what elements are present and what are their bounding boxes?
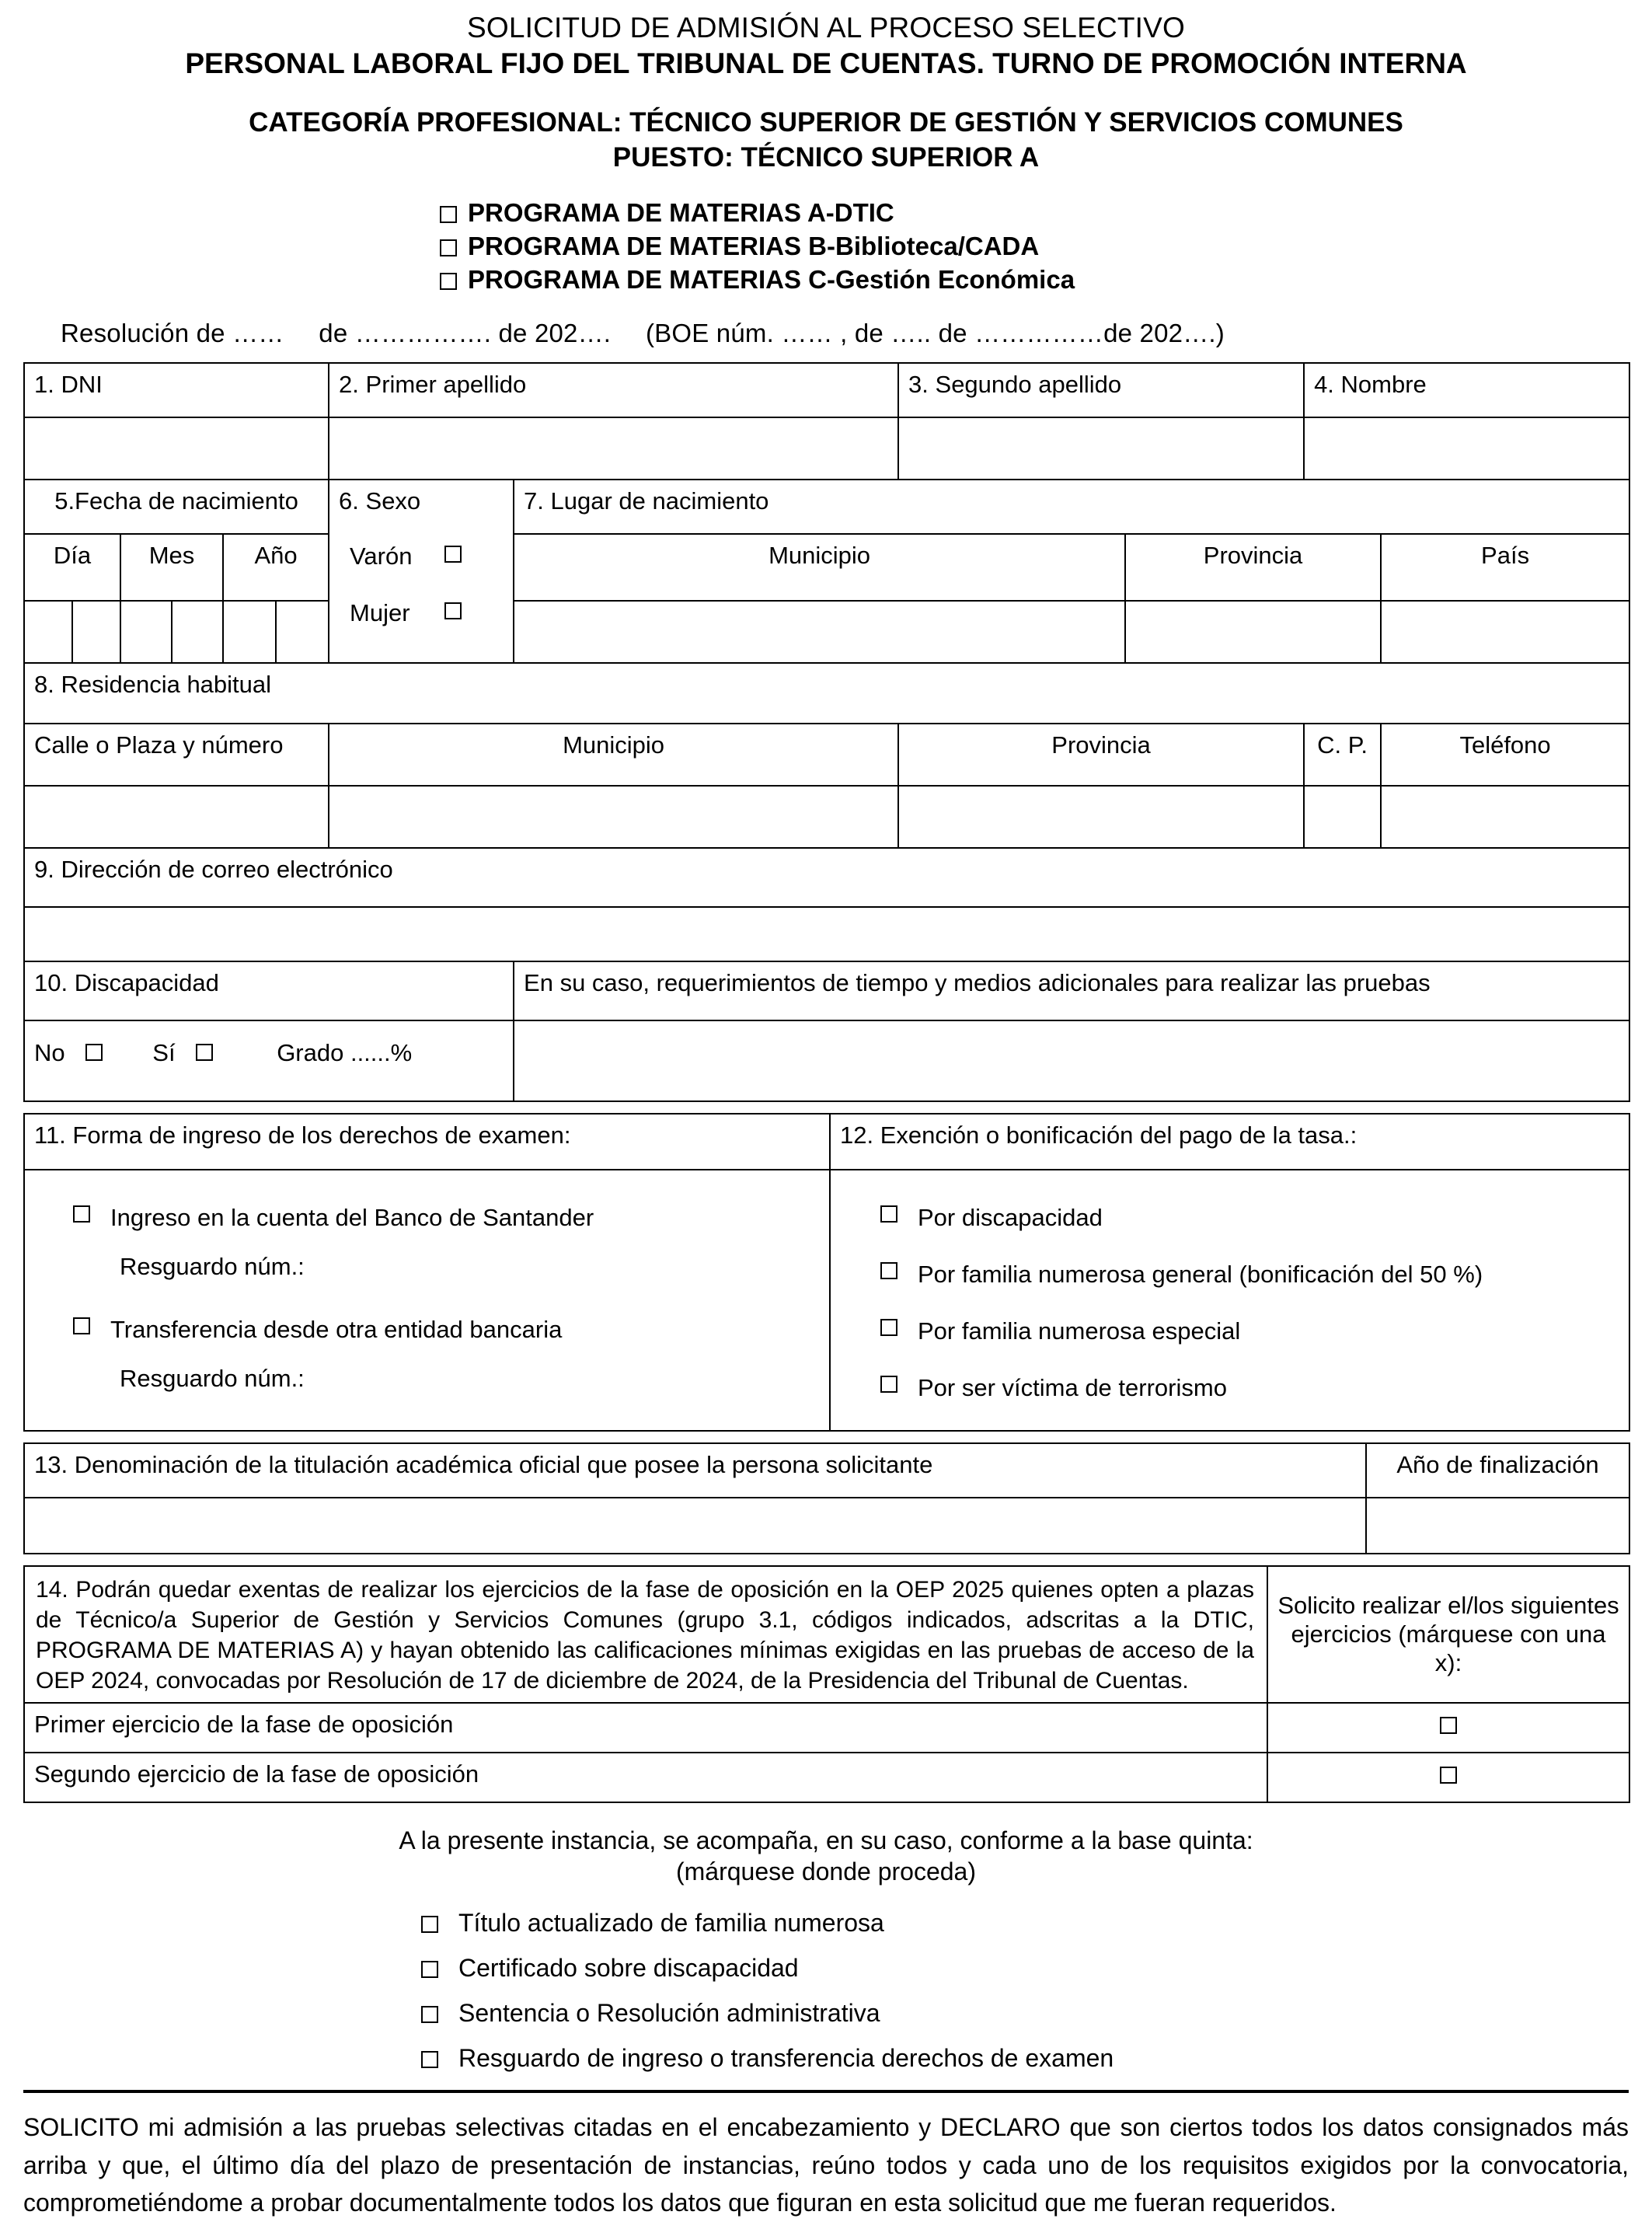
table-row xyxy=(24,480,1629,534)
sexo-options xyxy=(329,534,514,663)
label-correo-electronico: 9. Dirección de correo electrónico xyxy=(24,848,1629,907)
sexo-option-varon[interactable] xyxy=(350,542,513,570)
input-dni[interactable] xyxy=(24,417,329,480)
label-cp: C. P. xyxy=(1304,724,1381,786)
checkbox-primer-ejercicio[interactable] xyxy=(1267,1703,1629,1753)
input-mes-1[interactable] xyxy=(120,601,172,663)
label-primer-apellido: 2. Primer apellido xyxy=(329,363,898,417)
checkbox-icon[interactable] xyxy=(73,1205,90,1223)
label-segundo-ejercicio: Segundo ejercicio de la fase de oposición xyxy=(24,1753,1267,1802)
label-discapacidad: 10. Discapacidad xyxy=(24,961,514,1020)
payment-option-santander-label: Ingreso en la cuenta del Banco de Santander xyxy=(110,1203,594,1231)
label-sexo: 6. Sexo xyxy=(329,480,514,534)
input-nombre[interactable] xyxy=(1304,417,1629,480)
payment-option-transferencia[interactable] xyxy=(73,1315,820,1344)
label-nombre: 4. Nombre xyxy=(1304,363,1629,417)
checkbox-icon[interactable] xyxy=(196,1044,213,1061)
input-primer-apellido[interactable] xyxy=(329,417,898,480)
label-grado: Grado ......% xyxy=(277,1038,413,1066)
checkbox-icon[interactable] xyxy=(880,1376,897,1393)
program-option-c-label: PROGRAMA DE MATERIAS C-Gestión Económica xyxy=(468,264,1075,294)
label-segundo-apellido: 3. Segundo apellido xyxy=(898,363,1304,417)
attachments-intro-line-2: (márquese donde proceda) xyxy=(675,1857,976,1885)
input-dia-1[interactable] xyxy=(24,601,72,663)
checkbox-icon[interactable] xyxy=(880,1262,897,1279)
label-fecha-nacimiento: 5.Fecha de nacimiento xyxy=(24,480,329,534)
sexo-varon-label: Varón xyxy=(350,542,413,570)
label-requerimientos: En su caso, requerimientos de tiempo y medios adicionales para realizar las pruebas xyxy=(514,961,1629,1020)
label-forma-ingreso: 11. Forma de ingreso de los derechos de examen: xyxy=(24,1114,830,1170)
exemption-option-terrorismo[interactable] xyxy=(880,1373,1619,1402)
checkbox-icon[interactable] xyxy=(85,1044,103,1061)
checkbox-icon[interactable] xyxy=(440,206,457,223)
label-pais-nacimiento: País xyxy=(1381,534,1629,601)
discapacidad-si-label: Sí xyxy=(152,1038,176,1066)
table-row xyxy=(24,1443,1629,1498)
checkbox-icon[interactable] xyxy=(444,602,462,619)
table-row xyxy=(24,663,1629,724)
program-option-b[interactable] xyxy=(440,230,1629,263)
exemption-option-familia-general[interactable] xyxy=(880,1260,1619,1289)
checkbox-icon[interactable] xyxy=(421,2006,438,2023)
label-exencion: 12. Exención o bonificación del pago de la tasa.: xyxy=(830,1114,1629,1170)
table-row xyxy=(24,1703,1629,1753)
attachment-item-familia-numerosa[interactable] xyxy=(421,1909,1629,1938)
academic-table xyxy=(23,1442,1630,1554)
program-option-a[interactable] xyxy=(440,197,1629,230)
checkbox-icon[interactable] xyxy=(440,239,457,256)
table-row xyxy=(24,724,1629,786)
attachment-item-discapacidad-label: Certificado sobre discapacidad xyxy=(458,1954,799,1983)
label-calle: Calle o Plaza y número xyxy=(24,724,329,786)
label-provincia-nacimiento: Provincia xyxy=(1125,534,1381,601)
label-municipio-nacimiento: Municipio xyxy=(514,534,1125,601)
input-requerimientos[interactable] xyxy=(514,1020,1629,1101)
input-ano-1[interactable] xyxy=(223,601,276,663)
table-row xyxy=(24,1170,1629,1431)
input-pais-nacimiento[interactable] xyxy=(1381,601,1629,663)
input-provincia-nacimiento[interactable] xyxy=(1125,601,1381,663)
label-mes: Mes xyxy=(120,534,223,601)
exemption-exercises-table xyxy=(23,1565,1630,1803)
exemption-option-familia-especial[interactable] xyxy=(880,1317,1619,1345)
page-subtitle: PERSONAL LABORAL FIJO DEL TRIBUNAL DE CUENTAS. TURNO DE PROMOCIÓN INTERNA xyxy=(185,47,1467,79)
exemption-option-discapacidad[interactable] xyxy=(880,1203,1619,1232)
input-titulacion[interactable] xyxy=(24,1498,1366,1554)
attachments-intro-line-1: A la presente instancia, se acompaña, en su caso, conforme a la base quinta: xyxy=(399,1826,1253,1854)
checkbox-icon[interactable] xyxy=(440,273,457,290)
label-titulacion: 13. Denominación de la titulación académica oficial que posee la persona solicitante xyxy=(24,1443,1366,1498)
payment-options xyxy=(24,1170,830,1431)
divider xyxy=(23,2090,1629,2093)
checkbox-icon[interactable] xyxy=(880,1205,897,1223)
attachment-item-discapacidad[interactable] xyxy=(421,1954,1629,1983)
input-municipio-nacimiento[interactable] xyxy=(514,601,1125,663)
resolution-part-1: Resolución de …… xyxy=(61,318,284,347)
label-provincia-residencia: Provincia xyxy=(898,724,1304,786)
checkbox-icon[interactable] xyxy=(421,1961,438,1978)
exemption-options xyxy=(830,1170,1629,1431)
declaration-text: SOLICITO mi admisión a las pruebas selectivas citadas en el encabezamiento y DECLARO que son ciertos todos los datos consignados más arriba y que, el último día del plazo de presentación de instancias, reúno todos y cada uno de los requisitos exigidos por la convocatoria, comprometiéndome a probar documentalmente todos los datos que figuran en esta solicitud que me fueran requeridos. xyxy=(23,2113,1629,2217)
label-ano-finalizacion: Año de finalización xyxy=(1366,1443,1629,1498)
sexo-mujer-label: Mujer xyxy=(350,598,410,626)
table-row xyxy=(24,1114,1629,1170)
discapacidad-option-si[interactable] xyxy=(152,1038,213,1067)
checkbox-icon[interactable] xyxy=(421,2051,438,2068)
input-calle[interactable] xyxy=(24,786,329,848)
input-ano-2[interactable] xyxy=(276,601,329,663)
resolution-part-3: (BOE núm. …… , de ….. de ……………de 202….) xyxy=(645,318,1225,347)
checkbox-icon[interactable] xyxy=(421,1916,438,1933)
program-option-a-label: PROGRAMA DE MATERIAS A-DTIC xyxy=(468,197,894,227)
position-line: PUESTO: TÉCNICO SUPERIOR A xyxy=(612,141,1040,173)
exemption-option-discapacidad-label: Por discapacidad xyxy=(918,1203,1103,1231)
personal-data-table xyxy=(23,362,1630,1102)
exemption-paragraph: 14. Podrán quedar exentas de realizar los ejercicios de la fase de oposición en la OEP 2025 quienes opten a plazas de Técnico/a Superior de Gestión y Servicios Comunes (grupo 3.1, códigos indicados, adscritas a la DTIC, PROGRAMA DE MATERIAS A) y hayan obtenido las calificaciones mínimas exigidas en las pruebas de acceso de la OEP 2024, convocadas por Resolución de 17 de diciembre de 2024, de la Presidencia del Tribunal de Cuentas. xyxy=(36,1576,1254,1694)
attachment-item-resguardo[interactable] xyxy=(421,2044,1629,2073)
attachment-item-sentencia[interactable] xyxy=(421,1999,1629,2028)
program-option-b-label: PROGRAMA DE MATERIAS B-Biblioteca/CADA xyxy=(468,231,1040,260)
payment-option-santander[interactable] xyxy=(73,1203,820,1232)
label-ano: Año xyxy=(223,534,329,601)
input-municipio-residencia[interactable] xyxy=(329,786,898,848)
label-residencia-habitual: 8. Residencia habitual xyxy=(24,663,1629,724)
exemption-option-familia-especial-label: Por familia numerosa especial xyxy=(918,1317,1241,1345)
checkbox-icon[interactable] xyxy=(444,546,462,563)
solicito-ejercicios-label: Solicito realizar el/los siguientes ejercicios (márquese con una x): xyxy=(1267,1566,1629,1703)
payment-exemption-table xyxy=(23,1113,1630,1432)
label-primer-ejercicio: Primer ejercicio de la fase de oposición xyxy=(24,1703,1267,1753)
discapacidad-option-no[interactable] xyxy=(34,1038,103,1067)
exemption-option-familia-general-label: Por familia numerosa general (bonificación del 50 %) xyxy=(918,1260,1483,1288)
resguardo-num-1[interactable]: Resguardo núm.: xyxy=(120,1252,305,1280)
page-title: SOLICITUD DE ADMISIÓN AL PROCESO SELECTIVO xyxy=(466,12,1186,44)
category-line: CATEGORÍA PROFESIONAL: TÉCNICO SUPERIOR DE GESTIÓN Y SERVICIOS COMUNES xyxy=(249,107,1403,138)
checkbox-segundo-ejercicio[interactable] xyxy=(1267,1753,1629,1802)
label-dni: 1. DNI xyxy=(24,363,329,417)
label-municipio-residencia: Municipio xyxy=(329,724,898,786)
table-row xyxy=(24,1566,1629,1703)
resguardo-num-2[interactable]: Resguardo núm.: xyxy=(120,1365,305,1393)
table-row xyxy=(24,786,1629,848)
input-ano-finalizacion[interactable] xyxy=(1366,1498,1629,1554)
discapacidad-options xyxy=(24,1020,514,1101)
exemption-paragraph-cell xyxy=(24,1566,1267,1703)
checkbox-icon[interactable] xyxy=(1440,1767,1457,1784)
input-dia-2[interactable] xyxy=(72,601,120,663)
attachment-item-familia-numerosa-label: Título actualizado de familia numerosa xyxy=(458,1909,884,1938)
checkbox-icon[interactable] xyxy=(880,1319,897,1336)
table-row xyxy=(24,1498,1629,1554)
table-row xyxy=(24,363,1629,417)
table-row xyxy=(24,1020,1629,1101)
program-options xyxy=(23,197,1629,297)
table-row xyxy=(24,961,1629,1020)
program-option-c[interactable] xyxy=(440,263,1629,297)
form-page xyxy=(0,11,1652,2217)
discapacidad-no-label: No xyxy=(34,1038,65,1066)
table-row xyxy=(24,907,1629,961)
table-row xyxy=(24,601,1629,663)
table-row xyxy=(24,417,1629,480)
attachment-item-resguardo-label: Resguardo de ingreso o transferencia derechos de examen xyxy=(458,2044,1114,2073)
table-row xyxy=(24,1753,1629,1802)
attachment-item-sentencia-label: Sentencia o Resolución administrativa xyxy=(458,1999,880,2028)
input-segundo-apellido[interactable] xyxy=(898,417,1304,480)
input-telefono[interactable] xyxy=(1381,786,1629,848)
input-correo-electronico[interactable] xyxy=(24,907,1629,961)
checkbox-icon[interactable] xyxy=(1440,1717,1457,1734)
table-row xyxy=(24,534,1629,601)
label-telefono: Teléfono xyxy=(1381,724,1629,786)
attachments-intro xyxy=(23,1825,1629,1888)
table-row xyxy=(24,848,1629,907)
attachments-list xyxy=(23,1909,1629,2073)
checkbox-icon[interactable] xyxy=(73,1317,90,1334)
label-lugar-nacimiento: 7. Lugar de nacimiento xyxy=(514,480,1629,534)
resolution-line xyxy=(23,319,1629,348)
input-cp[interactable] xyxy=(1304,786,1381,848)
sexo-option-mujer[interactable] xyxy=(350,598,513,627)
resolution-part-2: de ……………. de 202…. xyxy=(319,318,612,347)
label-dia: Día xyxy=(24,534,120,601)
input-provincia-residencia[interactable] xyxy=(898,786,1304,848)
input-mes-2[interactable] xyxy=(172,601,223,663)
payment-option-transferencia-label: Transferencia desde otra entidad bancaria xyxy=(110,1315,563,1343)
exemption-option-terrorismo-label: Por ser víctima de terrorismo xyxy=(918,1374,1227,1402)
